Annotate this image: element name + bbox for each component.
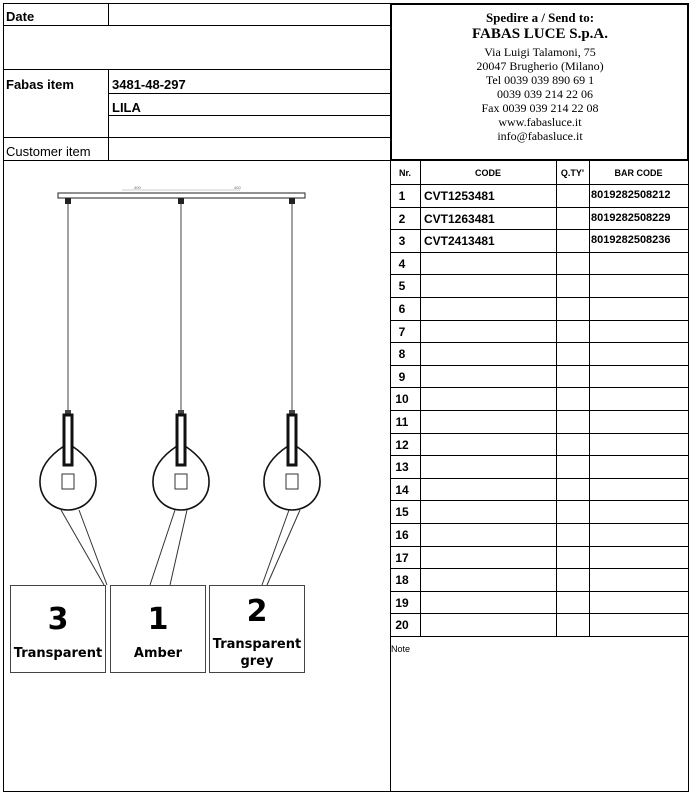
row-qty-field[interactable] [557,366,588,387]
row-number: 1 [398,189,406,203]
variant-label: Amber [133,646,183,661]
table-row [390,342,688,365]
row-number: 18 [395,573,409,588]
row-number: 17 [395,550,409,565]
ship-fax: Fax 0039 039 214 22 08 [481,101,599,115]
row-qty-field[interactable] [557,208,588,229]
row-code: CVT1263481 [424,211,495,226]
pendant-shade-1 [40,198,96,510]
table-row [390,274,688,297]
row-number: 19 [395,595,409,610]
row-qty-field[interactable] [557,569,588,590]
pendant-lamp-drawing [0,160,390,590]
row-qty-field[interactable] [557,253,588,274]
header-nr: Nr. [398,168,411,178]
variant-number: 2 [246,594,268,629]
row-number: 5 [398,279,406,294]
ship-heading: Spedire a / Send to: [485,10,595,25]
svg-text:400: 400 [234,185,241,190]
row-number: 20 [395,618,409,633]
row-qty-field[interactable] [557,411,588,432]
pendant-shade-2 [153,198,209,510]
variant-box-2 [110,585,206,673]
ship-tel-2: 0039 039 214 22 06 [497,87,593,101]
table-row [390,433,688,456]
row-qty-field[interactable] [557,185,588,206]
row-qty-field[interactable] [557,321,588,342]
customer-item-label: Customer item [6,144,91,159]
table-row [390,500,688,523]
table-row [390,613,688,636]
table-row [390,387,688,410]
header-code: CODE [474,168,501,178]
row-number: 15 [395,505,409,520]
svg-text:400: 400 [134,185,141,190]
ship-street: Via Luigi Talamoni, 75 [484,45,596,59]
row-qty-field[interactable] [557,614,588,635]
product-name: LILA [112,100,141,115]
table-row [390,568,688,591]
row-number: 9 [398,369,406,384]
ship-company: FABAS LUCE S.p.A. [471,26,608,42]
row-qty-field[interactable] [557,343,588,364]
row-qty-field[interactable] [557,501,588,522]
variant-box-3 [209,585,305,673]
table-row [390,478,688,501]
ship-tel-1: Tel 0039 039 890 69 1 [485,73,595,87]
table-row [390,455,688,478]
row-barcode: 8019282508229 [591,211,671,224]
variant-label: Transparent [212,637,302,652]
table-row [390,365,688,388]
table-row [390,523,688,546]
header-barcode: BAR CODE [614,168,663,178]
row-number: 7 [398,324,406,339]
row-number: 4 [398,256,406,271]
row-qty-field[interactable] [557,547,588,568]
ship-email: info@fabasluce.it [497,129,583,143]
note-label: Note [391,644,411,654]
row-code: CVT2413481 [424,234,495,249]
customer-item-field[interactable] [110,139,388,159]
row-qty-field[interactable] [557,456,588,477]
table-row [390,297,688,320]
row-number: 3 [398,234,406,249]
row-number: 16 [395,528,409,542]
variant-box-1 [10,585,106,673]
row-number: 10 [395,392,409,407]
table-row [390,591,688,614]
row-barcode: 8019282508212 [591,189,671,201]
row-qty-field[interactable] [557,275,588,296]
fabas-item-value: 3481-48-297 [112,77,186,92]
pendant-shade-3 [264,198,320,510]
row-number: 12 [395,437,409,452]
row-qty-field[interactable] [557,388,588,409]
variant-label-line2: grey [240,654,274,669]
row-number: 8 [398,347,406,362]
row-number: 13 [395,460,409,475]
fabas-item-label: Fabas item [6,77,74,92]
date-field[interactable] [110,5,388,24]
variant-number: 1 [147,602,169,637]
ship-web: www.fabasluce.it [498,115,582,129]
variant-number: 3 [47,602,69,637]
row-qty-field[interactable] [557,479,588,500]
ship-city: 20047 Brugherio (Milano) [476,59,604,73]
header-qty: Q.TY' [560,168,585,178]
row-number: 14 [395,482,409,497]
row-number: 11 [395,415,409,429]
table-row [390,410,688,433]
row-qty-field[interactable] [557,524,588,545]
row-code: CVT1253481 [424,189,495,203]
variant-label: Transparent [13,646,103,661]
row-qty-field[interactable] [557,230,588,251]
table-row [390,252,688,275]
row-qty-field[interactable] [557,298,588,319]
row-barcode: 8019282508236 [591,234,671,247]
table-row [390,546,688,569]
row-qty-field[interactable] [557,592,588,613]
date-label: Date [6,9,35,24]
table-row [390,320,688,343]
row-number: 6 [398,302,406,316]
row-qty-field[interactable] [557,434,588,455]
row-number: 2 [398,211,406,226]
